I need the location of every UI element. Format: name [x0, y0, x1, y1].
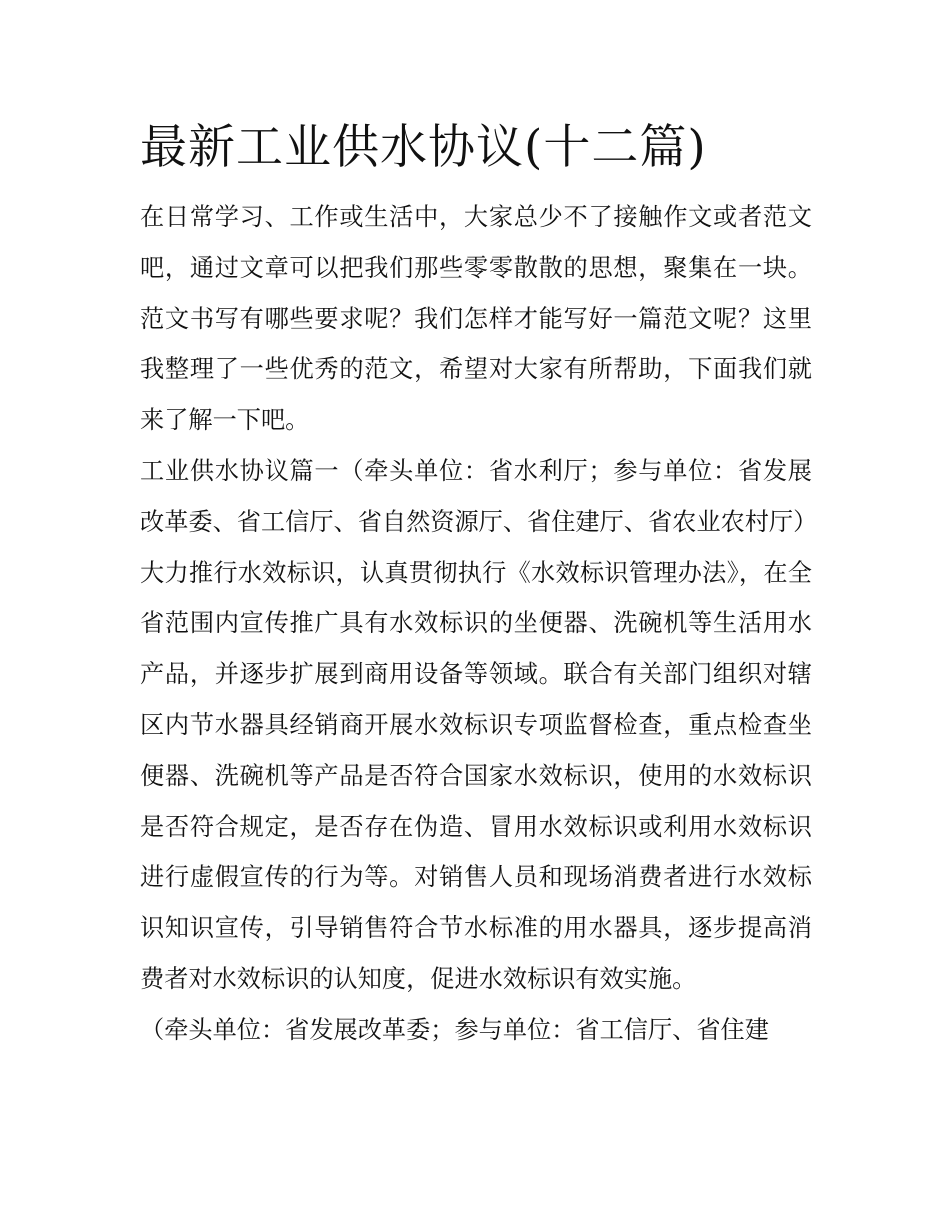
paragraph-intro: 在日常学习、工作或生活中，大家总少不了接触作文或者范文吧，通过文章可以把我们那些零零散散的思想，聚集在一块。范文书写有哪些要求呢？我们怎样才能写好一篇范文呢？这里我整理了一些优秀的范文，希望对大家有所帮助，下面我们就来了解一下吧。	[140, 203, 812, 435]
document-body	[140, 118, 818, 1056]
page-title: 最新工业供水协议(十二篇)	[140, 120, 707, 175]
paragraph-responsible-units: （牵头单位：省发展改革委；参与单位：省工信厅、省住建	[140, 1015, 769, 1044]
paragraph-water-efficiency-label: 大力推行水效标识，认真贯彻执行《水效标识管理办法》，在全省范围内宣传推广具有水效标识的坐便器、洗碗机等生活用水产品，并逐步扩展到商用设备等领域。联合有关部门组织对辖区内节水器具经销商开展水效标识专项监督检查，重点检查坐便器、洗碗机等产品是否符合国家水效标识，使用的水效标识是否符合规定，是否存在伪造、冒用水效标识或利用水效标识进行虚假宣传的行为等。对销售人员和现场消费者进行水效标识知识宣传，引导销售符合节水标准的用水器具，逐步提高消费者对水效标识的认知度，促进水效标识有效实施。	[140, 558, 812, 993]
paragraph-section-one-heading: 工业供水协议篇一（牵头单位：省水利厅；参与单位：省发展改革委、省工信厅、省自然资源厅、省住建厅、省农业农村厅）	[140, 456, 818, 536]
